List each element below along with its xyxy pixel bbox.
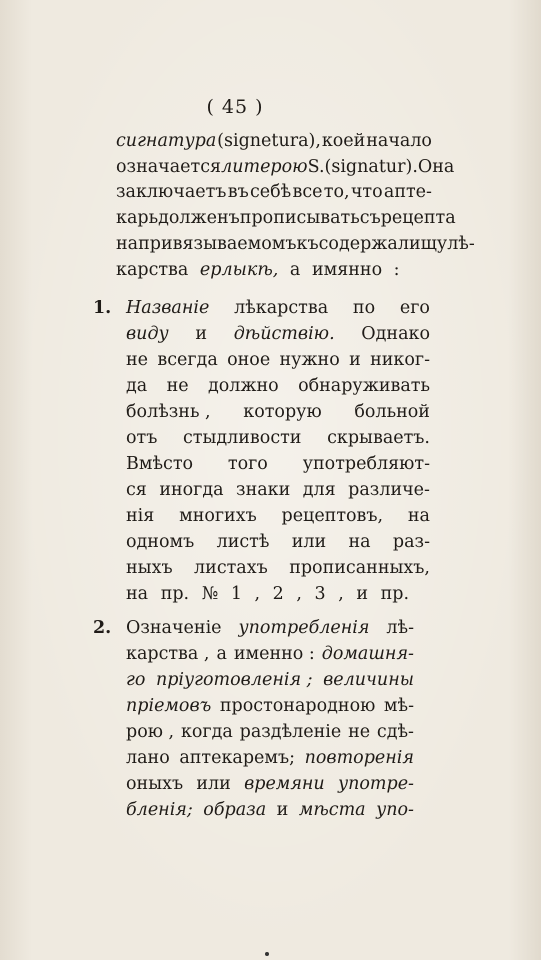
word: на <box>407 506 430 526</box>
word: нужно <box>279 350 340 370</box>
word: литерою <box>221 157 308 177</box>
text-line <box>126 560 430 578</box>
word: привязываемомъ <box>138 234 297 254</box>
word: сдѣ- <box>376 722 414 742</box>
word: лано <box>126 748 170 768</box>
word: не <box>166 376 189 396</box>
text-line <box>116 157 455 177</box>
word: пр. <box>160 584 190 604</box>
word: или <box>291 532 327 552</box>
word: листѣ <box>216 532 270 552</box>
text-line <box>126 620 414 638</box>
word: отъ <box>126 428 158 448</box>
word: величины <box>323 670 414 690</box>
word: того <box>227 454 268 474</box>
word: начало <box>366 131 432 151</box>
word: лѣ- <box>386 618 414 638</box>
word: Она <box>417 157 455 177</box>
word: образа <box>203 800 267 820</box>
word: времяни <box>244 774 325 794</box>
speck-mark <box>265 952 269 956</box>
word: одномъ <box>126 532 195 552</box>
word: карства , <box>126 644 210 664</box>
word: употре- <box>337 774 414 794</box>
word: рецептовъ, <box>281 506 384 526</box>
word: раздѣленіе <box>239 722 342 742</box>
word: содержалищу <box>318 234 448 254</box>
word: (signatur). <box>324 157 418 177</box>
word: или <box>196 774 231 794</box>
word: повторенія <box>304 748 414 768</box>
word: къ <box>296 234 319 254</box>
word: а <box>289 260 301 280</box>
word: означается <box>116 157 222 177</box>
word: го <box>126 670 146 690</box>
word: лѣкарства <box>234 298 329 318</box>
word: ныхъ <box>126 558 173 578</box>
word: ерлыкѣ, <box>199 260 279 280</box>
word: оное <box>227 350 271 370</box>
text-line <box>126 456 430 474</box>
text-line <box>126 326 430 344</box>
word: Названіе <box>126 298 210 318</box>
word: никог- <box>370 350 430 370</box>
text-line <box>126 352 430 370</box>
text-line <box>126 534 430 552</box>
word: именно : <box>233 644 315 664</box>
word: имянно : <box>311 260 400 280</box>
word: а <box>216 644 227 664</box>
word: пріуготовленія ; <box>155 670 313 690</box>
word: скрываетъ. <box>327 428 430 448</box>
word: то, <box>323 182 350 202</box>
word: Означеніе <box>126 618 222 638</box>
word: нія <box>126 506 155 526</box>
word: не <box>126 350 149 370</box>
word: 3 , <box>314 584 344 604</box>
word: Вмѣсто <box>126 454 194 474</box>
word: знаки <box>236 480 291 500</box>
word: долженъ <box>158 208 240 228</box>
word: сигнатура <box>116 131 217 151</box>
word: мѣ- <box>383 696 414 716</box>
word: должно <box>207 376 279 396</box>
word: прописывать <box>239 208 360 228</box>
word: его <box>399 298 430 318</box>
word: S. <box>307 157 325 177</box>
text-line <box>126 404 430 422</box>
word: домашня- <box>321 644 414 664</box>
word: которую <box>243 402 322 422</box>
word: обнаруживать <box>298 376 430 396</box>
word: на <box>348 532 371 552</box>
word: и <box>349 350 361 370</box>
word: листахъ <box>194 558 268 578</box>
word: для <box>302 480 336 500</box>
word: бленія; <box>126 800 193 820</box>
word: ся <box>126 480 147 500</box>
word: 2 , <box>272 584 302 604</box>
text-line <box>116 262 400 280</box>
word: въ <box>227 182 249 202</box>
text-line <box>126 300 430 318</box>
word: рою , <box>126 722 175 742</box>
word: съ <box>359 208 381 228</box>
word: не <box>348 722 371 742</box>
text-line <box>126 802 414 820</box>
word: что <box>350 182 383 202</box>
word: виду <box>126 324 169 344</box>
text-line <box>126 672 414 690</box>
word: стыдливости <box>182 428 302 448</box>
word: коей <box>321 131 366 151</box>
word: всегда <box>157 350 218 370</box>
text-line <box>126 750 414 768</box>
word: различе- <box>348 480 430 500</box>
word: на <box>126 584 149 604</box>
word: все <box>292 182 323 202</box>
word: употребленія <box>238 618 370 638</box>
word: прописанныхъ, <box>289 558 430 578</box>
word: болѣзнь , <box>126 402 211 422</box>
word: употребляют- <box>302 454 430 474</box>
word: карь <box>116 208 159 228</box>
text-line <box>116 208 456 228</box>
word: № 1 , <box>201 584 261 604</box>
text-line <box>126 586 409 604</box>
word: лѣ- <box>447 234 475 254</box>
word: многихъ <box>179 506 257 526</box>
word: (signetura), <box>217 131 321 151</box>
word: пріемовъ <box>126 696 212 716</box>
text-line <box>116 133 432 151</box>
word: больной <box>354 402 430 422</box>
text-line <box>126 776 414 794</box>
word: пр. <box>380 584 410 604</box>
word: и <box>276 800 289 820</box>
word: простонародною <box>219 696 376 716</box>
text-line <box>116 234 475 254</box>
word: карства <box>116 260 189 280</box>
page-number: ( 45 ) <box>206 96 264 118</box>
word: рецепта <box>380 208 456 228</box>
text-line <box>126 430 430 448</box>
text-line <box>126 508 430 526</box>
word: себѣ <box>249 182 292 202</box>
text-line <box>116 184 432 202</box>
word: упо- <box>376 800 414 820</box>
word: заключаетъ <box>116 182 227 202</box>
text-line <box>126 646 414 664</box>
word: по <box>352 298 376 318</box>
word: и <box>195 324 208 344</box>
word: аптe- <box>383 182 432 202</box>
word: да <box>126 376 148 396</box>
word: раз- <box>392 532 430 552</box>
text-line <box>126 378 430 396</box>
word: дѣйствію. <box>233 324 335 344</box>
word: оныхъ <box>126 774 184 794</box>
item-number: 2. <box>93 618 112 638</box>
word: мѣста <box>298 800 366 820</box>
word: на <box>116 234 139 254</box>
text-line <box>126 724 414 742</box>
word: когда <box>180 722 233 742</box>
text-line <box>126 698 414 716</box>
word: Однако <box>361 324 430 344</box>
word: иногда <box>159 480 224 500</box>
text-line <box>126 482 430 500</box>
word: аптекаремъ; <box>179 748 296 768</box>
item-number: 1. <box>93 298 112 318</box>
word: и <box>356 584 369 604</box>
